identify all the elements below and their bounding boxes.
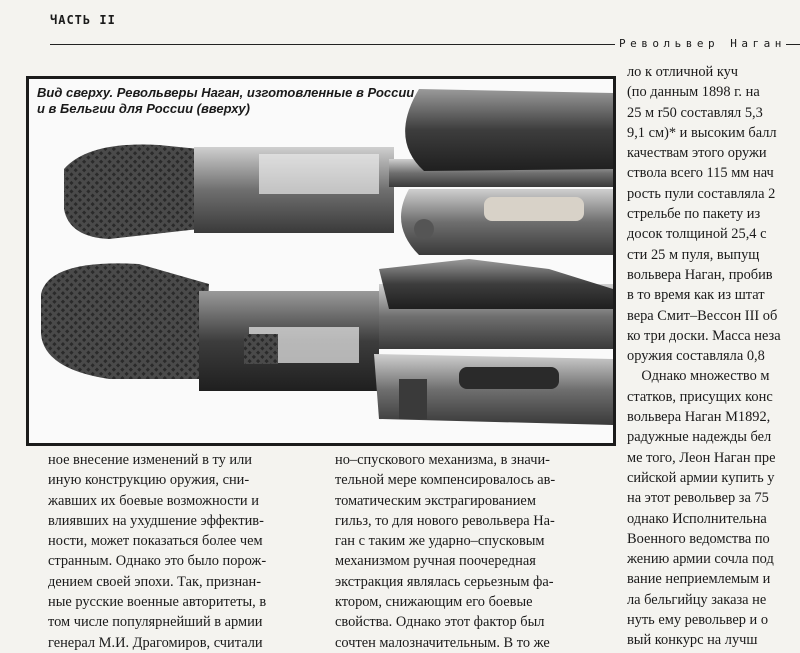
text-column-middle (335, 450, 610, 653)
text-line: ла бельгийцу заказа не (627, 591, 767, 608)
text-line: иную конструкцию оружия, сни- (48, 472, 250, 489)
text-line: 25 м r50 составлял 5,3 (627, 104, 763, 121)
text-line: свойства. Однако этот фактор был (335, 614, 545, 631)
text-line: Однако множество м (627, 368, 770, 385)
text-line: ко три доски. Масса неза (627, 327, 781, 344)
text-line: дением своей эпохи. Так, признан- (48, 573, 262, 590)
text-line: в то время как из штат (627, 287, 765, 304)
text-line: на этот револьвер за 75 (627, 490, 769, 507)
text-line: досок толщиной 25,4 с (627, 226, 767, 243)
text-column-left (48, 450, 318, 653)
text-line: оружия составляла 0,8 (627, 348, 765, 365)
text-line: нуть ему револьвер и о (627, 612, 769, 629)
text-line: ме того, Леон Наган пре (627, 449, 776, 466)
text-line: но–спускового механизма, в значи- (335, 452, 550, 468)
text-line: радужные надежды бел (627, 429, 772, 446)
text-line: генерал М.И. Драгомиров, считали (48, 634, 263, 651)
text-line: однако Исполнительна (627, 510, 767, 527)
text-line: Военного ведомства по (627, 530, 770, 547)
text-line: ло к отличной куч (627, 64, 739, 80)
text-line: вольвера Наган М1892, (627, 409, 771, 426)
text-line: странным. Однако это было порож- (48, 553, 267, 570)
text-line: влиявших на ухудшение эффектив- (48, 512, 264, 529)
text-line: сочтен малозначительным. В то же (335, 634, 550, 651)
text-line: тельной мере компенсировалось ав- (335, 472, 556, 489)
text-line: гильз, то для нового револьвера На- (335, 512, 555, 529)
text-column-right (627, 62, 800, 651)
text-line: ствола всего 115 мм нач (627, 165, 774, 182)
text-line: качествам этого оружи (627, 145, 767, 162)
text-line: вый конкурс на лучш (627, 632, 758, 649)
text-line: (по данным 1898 г. на (627, 84, 760, 101)
text-line: вера Смит–Вессон III об (627, 307, 778, 324)
text-line: вание неприемлемым и (627, 571, 771, 588)
text-line: жению армии сочла под (627, 551, 774, 568)
text-line: статков, присущих конс (627, 388, 773, 405)
text-line: рость пули составляла 2 (627, 185, 776, 202)
text-line: ные русские военные авторитеты, в (48, 594, 267, 611)
text-line: ктором, снижающим его боевые (335, 594, 533, 611)
text-line: сти 25 м пуля, выпущ (627, 246, 760, 263)
caption-line: Вид сверху. Револьверы Наган, изготовленные в России (37, 85, 415, 100)
text-line: ное внесение изменений в ту или (48, 452, 252, 468)
revolver-photo (29, 79, 613, 443)
caption-line: и в Бельгии для России (вверху) (37, 101, 250, 116)
figure-caption (37, 85, 457, 117)
text-line: ности, может показаться более чем (48, 533, 263, 550)
text-line: томатическим экстрагированием (335, 492, 536, 509)
revolver-photo-figure (26, 76, 616, 446)
text-line: сийской армии купить у (627, 469, 775, 486)
text-line: экстракция являлась серьезным фа- (335, 573, 554, 590)
section-label: ЧАСТЬ II (50, 13, 116, 27)
text-line: стрельбе по пакету из (627, 206, 761, 223)
running-title: Револьвер Наган (615, 37, 786, 50)
text-line: жавших их боевые возможности и (48, 492, 259, 509)
text-line: том числе популярнейший в армии (48, 614, 263, 631)
text-line: 9,1 см)* и высоким балл (627, 124, 777, 141)
text-line: механизмом ручная поочередная (335, 553, 536, 570)
text-line: ган с таким же ударно–спусковым (335, 533, 545, 550)
text-line: вольвера Наган, пробив (627, 266, 773, 283)
